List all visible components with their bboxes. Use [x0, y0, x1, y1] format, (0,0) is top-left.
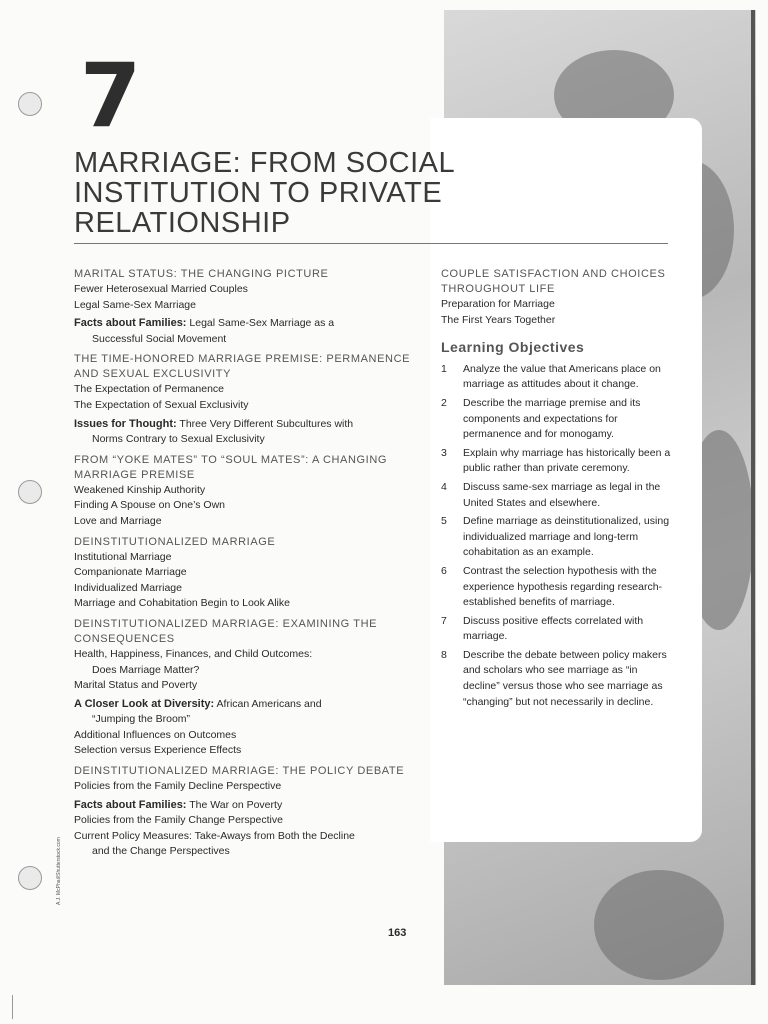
objective-text: Explain why marriage has historically been a public rather than private ceremony.	[463, 446, 671, 475]
feature-label: Facts about Families:	[74, 798, 187, 811]
outline-item: Health, Happiness, Finances, and Child Outcomes:	[74, 647, 313, 660]
page-edge-shadow	[751, 10, 755, 985]
learning-objective	[441, 564, 673, 611]
objective-text: Discuss positive effects correlated with marriage.	[463, 614, 644, 643]
objective-number: 7	[441, 614, 447, 627]
outline-section-heading: DEINSTITUTIONALIZED MARRIAGE: EXAMINING THE CONSEQUENCES	[74, 617, 378, 645]
learning-objective	[441, 396, 673, 443]
outline-item: Institutional Marriage	[74, 550, 172, 563]
feature-title: The War on Poverty	[186, 798, 283, 811]
outline-item: Love and Marriage	[74, 514, 162, 527]
outline-section-heading: COUPLE SATISFACTION AND CHOICES THROUGHOUT LIFE	[441, 268, 666, 295]
outline-section-heading: THE TIME-HONORED MARRIAGE PREMISE: PERMANENCE AND SEXUAL EXCLUSIVITY	[74, 353, 411, 381]
outline-item: Marital Status and Poverty	[74, 679, 198, 692]
feature-title-continued: Successful Social Movement	[92, 332, 227, 345]
feature-title: African Americans and	[214, 697, 322, 710]
title-divider	[74, 243, 668, 244]
outline-section-heading: DEINSTITUTIONALIZED MARRIAGE	[74, 535, 276, 548]
learning-objective	[441, 362, 673, 393]
outline-item: The Expectation of Permanence	[74, 383, 225, 396]
binder-hole-bottom	[18, 866, 42, 890]
objective-text: Contrast the selection hypothesis with the experience hypothesis regarding research-established benefits of marriage.	[463, 564, 663, 609]
outline-item: Individualized Marriage	[74, 581, 182, 594]
binder-hole-top	[18, 92, 42, 116]
outline-item: Additional Influences on Outcomes	[74, 728, 237, 741]
objective-text: Define marriage as deinstitutionalized, using individualized marriage and long-term cohabitation as an example.	[463, 515, 670, 559]
outline-item: The First Years Together	[441, 313, 556, 326]
chapter-outline-right	[441, 267, 673, 328]
feature-title: Legal Same-Sex Marriage as a	[186, 317, 335, 330]
objective-text: Discuss same-sex marriage as legal in the United States and elsewhere.	[463, 480, 661, 509]
objective-number: 6	[441, 564, 447, 577]
objective-number: 8	[441, 648, 447, 661]
outline-item: Fewer Heterosexual Married Couples	[74, 283, 248, 295]
chapter-outline-left	[74, 262, 414, 860]
learning-objective	[441, 614, 673, 645]
feature-title-continued: “Jumping the Broom”	[92, 713, 191, 726]
outline-item: Finding A Spouse on One’s Own	[74, 499, 225, 512]
outline-item: The Expectation of Sexual Exclusivity	[74, 398, 249, 411]
outline-item-continued: Does Marriage Matter?	[92, 663, 200, 676]
photo-credit: A.J. McPhail/Shutterstock.com	[56, 837, 62, 905]
outline-item-continued: and the Change Perspectives	[92, 845, 230, 858]
feature-title-continued: Norms Contrary to Sexual Exclusivity	[92, 433, 265, 446]
objective-number: 4	[441, 480, 447, 493]
outline-section-heading: MARITAL STATUS: THE CHANGING PICTURE	[74, 268, 329, 280]
learning-objectives-heading: Learning Objectives	[441, 339, 585, 356]
outline-item: Marriage and Cohabitation Begin to Look Alike	[74, 597, 290, 610]
learning-objective	[441, 480, 673, 511]
objective-text: Describe the debate between policy makers and scholars who see marriage as “in decline” versus those who see marriage as “changing” but not necessarily in decline.	[463, 648, 667, 708]
feature-label: Issues for Thought:	[74, 417, 177, 430]
binder-hole-middle	[18, 480, 42, 504]
objective-text: Describe the marriage premise and its components and expectations for permanence and for monogamy.	[463, 396, 641, 441]
objective-number: 1	[441, 362, 447, 375]
scan-mark	[12, 995, 13, 1019]
chapter-title: MARRIAGE: FROM SOCIAL INSTITUTION TO PRIVATE RELATIONSHIP	[74, 147, 455, 239]
objective-number: 2	[441, 396, 447, 409]
objective-number: 5	[441, 515, 447, 528]
outline-item: Current Policy Measures: Take-Aways from Both the Decline	[74, 829, 355, 842]
outline-item: Companionate Marriage	[74, 566, 187, 579]
feature-title: Three Very Different Subcultures with	[176, 417, 354, 430]
outline-feature	[74, 798, 414, 814]
page-number: 163	[388, 927, 407, 939]
outline-feature	[74, 697, 414, 713]
outline-item: Legal Same-Sex Marriage	[74, 298, 196, 311]
learning-objectives-list	[441, 362, 673, 710]
learning-objective	[441, 514, 673, 561]
outline-feature	[74, 417, 414, 433]
outline-item: Policies from the Family Decline Perspective	[74, 780, 282, 793]
objective-number: 3	[441, 446, 447, 459]
outline-section-heading: FROM “YOKE MATES” TO “SOUL MATES”: A CHANGING MARRIAGE PREMISE	[74, 453, 388, 481]
right-column	[441, 262, 673, 713]
feature-label: A Closer Look at Diversity:	[74, 697, 215, 710]
learning-objective	[441, 446, 673, 477]
outline-item: Policies from the Family Change Perspective	[74, 814, 283, 827]
outline-item: Selection versus Experience Effects	[74, 744, 242, 757]
chapter-number: 7	[80, 44, 138, 147]
learning-objective	[441, 648, 673, 710]
outline-item: Preparation for Marriage	[441, 298, 555, 310]
outline-item: Weakened Kinship Authority	[74, 483, 206, 496]
outline-section-heading: DEINSTITUTIONALIZED MARRIAGE: THE POLICY DEBATE	[74, 765, 405, 778]
feature-label: Facts about Families:	[74, 317, 187, 330]
outline-feature	[74, 316, 414, 332]
objective-text: Analyze the value that Americans place on marriage as attitudes about it change.	[463, 362, 661, 391]
